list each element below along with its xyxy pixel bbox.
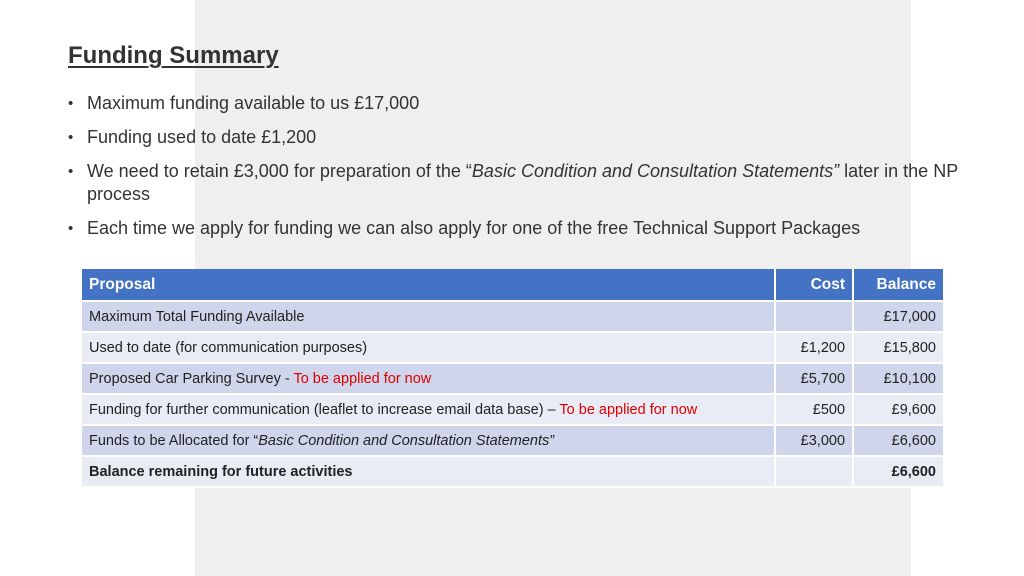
header-balance: Balance <box>853 269 943 301</box>
table-row <box>82 394 943 425</box>
funding-table <box>82 269 943 488</box>
bullet-item <box>68 160 988 206</box>
bullet-text: later in the NP process <box>87 161 958 204</box>
cell-cost: £3,000 <box>775 425 853 456</box>
cell-cost: £1,200 <box>775 332 853 363</box>
cell-proposal <box>82 363 775 394</box>
cell-proposal: Maximum Total Funding Available <box>82 301 775 332</box>
table-header-row <box>82 269 943 301</box>
cell-proposal: Balance remaining for future activities <box>82 456 775 487</box>
bullet-item <box>68 217 988 240</box>
bullet-item <box>68 92 988 115</box>
cell-proposal <box>82 425 775 456</box>
cell-balance: £9,600 <box>853 394 943 425</box>
cell-balance: £6,600 <box>853 425 943 456</box>
bullet-text: Funding used to date £1,200 <box>87 127 317 147</box>
table-row <box>82 332 943 363</box>
cell-highlight-text: To be applied for now <box>293 370 432 387</box>
bullet-text: Maximum funding available to us £17,000 <box>87 93 420 113</box>
cell-highlight-text: To be applied for now <box>559 401 698 418</box>
cell-cost: £5,700 <box>775 363 853 394</box>
bullet-icon: • <box>68 129 74 146</box>
cell-proposal-text: Proposed Car Parking Survey - <box>89 370 294 387</box>
cell-cost <box>775 456 853 487</box>
cell-balance: £6,600 <box>853 456 943 487</box>
header-proposal: Proposal <box>82 269 775 301</box>
bullet-text-italic: Basic Condition and Consultation Statements” <box>471 161 840 181</box>
bullet-icon: • <box>68 220 74 237</box>
bullet-text: We need to retain £3,000 for preparation of the “ <box>87 161 472 181</box>
bullet-icon: • <box>68 95 74 112</box>
bullet-list <box>68 92 988 251</box>
bullet-icon: • <box>68 163 74 180</box>
cell-proposal <box>82 394 775 425</box>
cell-balance: £15,800 <box>853 332 943 363</box>
cell-cost <box>775 301 853 332</box>
cell-balance: £17,000 <box>853 301 943 332</box>
cell-proposal-text: Funding for further communication (leaflet to increase email data base) – <box>89 401 560 418</box>
cell-cost: £500 <box>775 394 853 425</box>
cell-italic-text: Basic Condition and Consultation Statements” <box>258 432 555 449</box>
table-row <box>82 363 943 394</box>
bullet-text: Each time we apply for funding we can also apply for one of the free Technical Support Packages <box>87 218 861 238</box>
table-row <box>82 425 943 456</box>
header-cost: Cost <box>775 269 853 301</box>
cell-proposal-text: Funds to be Allocated for “ <box>89 432 259 449</box>
table-row-total <box>82 456 943 487</box>
table-row <box>82 301 943 332</box>
cell-balance: £10,100 <box>853 363 943 394</box>
page-title: Funding Summary <box>68 42 279 69</box>
cell-proposal: Used to date (for communication purposes) <box>82 332 775 363</box>
bullet-item <box>68 126 988 149</box>
